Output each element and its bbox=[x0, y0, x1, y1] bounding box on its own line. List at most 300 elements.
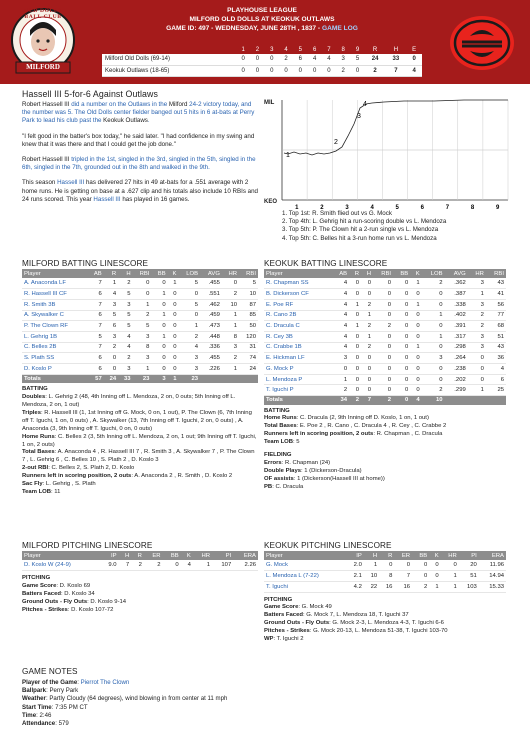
note-label: Runners left in scoring position, 2 outs bbox=[22, 473, 132, 480]
stat-cell: 1 bbox=[222, 321, 239, 332]
stat-cell: 4 bbox=[486, 364, 506, 375]
mil-batting-title: MILFORD BATTING LINESCORE bbox=[22, 259, 149, 268]
stat-cell: 0 bbox=[410, 331, 421, 342]
stat-cell: 0 bbox=[429, 571, 440, 582]
notes-heading: PITCHING bbox=[22, 575, 51, 582]
note-line bbox=[22, 591, 258, 599]
player-name-cell[interactable]: R. Hassell III CF bbox=[22, 289, 88, 300]
note-label: WP bbox=[264, 636, 274, 643]
game-log-link[interactable]: GAME LOG bbox=[321, 25, 358, 32]
note-label: Pitches - Strikes bbox=[22, 606, 68, 613]
stat-cell: ERA bbox=[479, 551, 506, 560]
player-name-cell[interactable]: R. Cano 2B bbox=[264, 310, 332, 321]
stat-cell: 0 bbox=[151, 342, 167, 353]
stat-cell: 0 bbox=[168, 299, 179, 310]
note-value: : R. Chapman , C. Dracula bbox=[373, 431, 443, 438]
note-value: : 5 bbox=[293, 439, 300, 446]
stat-cell: K bbox=[181, 551, 193, 560]
stat-cell: R bbox=[349, 269, 361, 278]
stat-cell: 0 bbox=[349, 310, 361, 321]
stat-cell: 0 bbox=[393, 299, 410, 310]
note-label: Home Runs bbox=[22, 433, 55, 440]
stat-cell: R bbox=[104, 269, 118, 278]
stat-cell: 1 bbox=[133, 364, 152, 375]
chart-event-marker: 1 bbox=[286, 152, 290, 159]
story-link[interactable]: . bbox=[147, 117, 150, 125]
stat-cell: 23 bbox=[178, 374, 200, 383]
stat-cell: 0 bbox=[151, 353, 167, 364]
note-value: : 11 bbox=[51, 488, 61, 495]
stat-cell: 85 bbox=[239, 310, 258, 321]
stat-cell: 0 bbox=[168, 364, 179, 375]
note-line bbox=[22, 607, 258, 615]
table-row bbox=[22, 278, 258, 289]
stat-cell: 5 bbox=[178, 299, 200, 310]
matchup-title: MILFORD OLD DOLLS AT KEOKUK OUTLAWS bbox=[189, 16, 335, 23]
stat-cell bbox=[200, 374, 222, 383]
player-name-cell[interactable]: E. Poe RF bbox=[264, 299, 332, 310]
chart-event-marker: 3 bbox=[357, 113, 361, 120]
stat-cell: 6 bbox=[88, 289, 104, 300]
note-line bbox=[22, 481, 258, 489]
line-score-row bbox=[102, 65, 422, 76]
player-name-cell[interactable]: L. Mendoza L (7-22) bbox=[264, 571, 346, 582]
stat-cell: 6 bbox=[88, 310, 104, 321]
note-label: Team LOB bbox=[264, 439, 294, 446]
mil-batting-box bbox=[22, 269, 258, 497]
stat-cell: 0 bbox=[168, 289, 179, 300]
stat-cell: 0 bbox=[222, 278, 239, 289]
stat-cell: 0 bbox=[168, 342, 179, 353]
game-note-line bbox=[22, 704, 322, 712]
inning-runs: 0 bbox=[350, 65, 364, 76]
stat-cell: 0 bbox=[163, 560, 181, 571]
stat-cell: .338 bbox=[445, 299, 468, 310]
story-p4 bbox=[22, 179, 258, 204]
stat-cell bbox=[486, 396, 506, 405]
game-header-title bbox=[102, 6, 422, 33]
table-header-row bbox=[22, 269, 258, 278]
chart-x-tick: 9 bbox=[496, 205, 500, 211]
stat-cell: 4 bbox=[332, 321, 349, 332]
table-row bbox=[264, 560, 506, 571]
game-note-value: : Partly Cloudy (64 degrees), wind blowing in from center at 11 mph bbox=[45, 695, 228, 703]
stat-cell: 1 bbox=[332, 374, 349, 385]
player-name-cell[interactable]: A. Skywalker C bbox=[22, 310, 88, 321]
stat-cell: RBI bbox=[373, 269, 393, 278]
note-line bbox=[264, 460, 506, 468]
note-label: Errors bbox=[264, 460, 282, 466]
stat-cell: 4 bbox=[332, 310, 349, 321]
game-note-value: : 579 bbox=[55, 720, 69, 728]
note-value: : G. Mock 2-3, L. Mendoza 4-3, T. Iguchi 6-6 bbox=[329, 620, 444, 627]
stat-cell: 0 bbox=[410, 364, 421, 375]
stat-cell: .264 bbox=[445, 353, 468, 364]
player-name-cell[interactable]: P. The Clown RF bbox=[22, 321, 88, 332]
stat-cell: 0 bbox=[373, 278, 393, 289]
note-line bbox=[22, 583, 258, 591]
note-line bbox=[264, 423, 506, 431]
stat-cell: 7 bbox=[88, 342, 104, 353]
stat-cell: 2 bbox=[361, 299, 373, 310]
stat-cell: .448 bbox=[200, 331, 222, 342]
inning-runs: 6 bbox=[293, 54, 307, 65]
stat-cell: 3 bbox=[151, 374, 167, 383]
player-name-cell[interactable]: A. Anaconda LF bbox=[22, 278, 88, 289]
stat-cell: 0 bbox=[393, 353, 410, 364]
game-note-line bbox=[22, 695, 322, 703]
stat-cell: BB bbox=[151, 269, 167, 278]
inning-runs: 0 bbox=[406, 54, 422, 65]
keo-pitching-box bbox=[264, 551, 506, 644]
table-row bbox=[264, 342, 506, 353]
stat-cell: .362 bbox=[445, 278, 468, 289]
stat-cell: 4 bbox=[332, 299, 349, 310]
stat-cell: 5 bbox=[239, 278, 258, 289]
chart-note: 2. Top 4th: L. Gehrig hit a run-scoring double vs L. Mendoza bbox=[282, 218, 447, 226]
stat-cell: 0 bbox=[422, 289, 445, 300]
inning-runs: 4 bbox=[307, 54, 321, 65]
stat-cell: LOB bbox=[422, 269, 445, 278]
table-header-row bbox=[264, 551, 506, 560]
stat-cell: 8 bbox=[222, 331, 239, 342]
stat-cell: 51 bbox=[486, 331, 506, 342]
stat-cell: 0 bbox=[422, 321, 445, 332]
stat-cell: 2 bbox=[422, 385, 445, 396]
stat-cell: 1 bbox=[151, 310, 167, 321]
inning-header: 4 bbox=[279, 46, 293, 54]
note-value: : D. Koslo 9-14 bbox=[87, 598, 127, 605]
stat-cell: 0 bbox=[412, 560, 429, 571]
stat-cell: 2 bbox=[131, 560, 144, 571]
line-score bbox=[102, 46, 422, 77]
stat-cell: ER bbox=[394, 551, 412, 560]
stat-cell: K bbox=[410, 269, 421, 278]
table-row bbox=[264, 331, 506, 342]
table-row bbox=[264, 581, 506, 592]
game-note-label: Player of the Game bbox=[22, 679, 78, 686]
stat-cell: 20 bbox=[459, 560, 479, 571]
stat-cell: 0 bbox=[393, 374, 410, 385]
stat-cell: 0 bbox=[373, 310, 393, 321]
stat-cell: 0 bbox=[151, 299, 167, 310]
stat-cell: 22 bbox=[364, 581, 379, 592]
stat-cell: 107 bbox=[212, 560, 233, 571]
player-name-cell[interactable]: C. Crabbe 1B bbox=[264, 342, 332, 353]
chart-x-tick: 8 bbox=[470, 205, 475, 211]
stat-cell: 2 bbox=[373, 396, 393, 405]
stat-cell: 24 bbox=[104, 374, 118, 383]
stat-cell: 4 bbox=[104, 289, 118, 300]
stat-cell: AVG bbox=[445, 269, 468, 278]
stat-cell: 8 bbox=[133, 342, 152, 353]
stat-cell: 3 bbox=[104, 299, 118, 310]
stat-cell: 0 bbox=[393, 342, 410, 353]
logo-left-banner-text: MILFORD bbox=[26, 63, 60, 71]
stat-cell: 2 bbox=[361, 321, 373, 332]
chart-event-marker: 4 bbox=[363, 101, 367, 108]
notes-heading: PITCHING bbox=[264, 596, 293, 603]
stat-cell: .226 bbox=[200, 364, 222, 375]
player-name-cell[interactable]: L. Gehrig 1B bbox=[22, 331, 88, 342]
note-value: : L. Gehrig 2 (48, 4th Inning off L. Mendoza, 2 on, 0 outs; 5th Inning off L. Mendoza, 2 on, 1 out) bbox=[22, 394, 236, 408]
stat-cell: 1 bbox=[429, 581, 440, 592]
player-name-cell: Totals bbox=[22, 374, 88, 383]
player-name-cell[interactable]: D. Koslo W (24-9) bbox=[22, 560, 100, 571]
game-note-label: Time bbox=[22, 711, 37, 719]
stat-cell: H bbox=[361, 269, 373, 278]
player-name-cell[interactable]: R. Chapman SS bbox=[264, 278, 332, 289]
stat-cell: 34 bbox=[332, 396, 349, 405]
chart-x-tick: 4 bbox=[370, 205, 374, 211]
stat-cell: RBI bbox=[239, 269, 258, 278]
game-note-line bbox=[22, 679, 322, 687]
note-line bbox=[264, 468, 506, 476]
stat-cell: 3 bbox=[133, 353, 152, 364]
stat-cell: 1 bbox=[151, 289, 167, 300]
table-row bbox=[264, 289, 506, 300]
stat-cell: 0 bbox=[373, 299, 393, 310]
stat-cell: 33 bbox=[118, 374, 132, 383]
note-label: Total Bases bbox=[264, 423, 297, 430]
stat-cell: 3 bbox=[104, 331, 118, 342]
player-name-cell[interactable]: G. Mock P bbox=[264, 364, 332, 375]
stat-cell: H bbox=[364, 551, 379, 560]
game-note-label: Attendance bbox=[22, 720, 56, 728]
stat-cell: 5 bbox=[104, 310, 118, 321]
stat-cell: 2 bbox=[361, 342, 373, 353]
note-value: : T. Iguchi 2 bbox=[273, 636, 304, 643]
inning-runs: 0 bbox=[322, 65, 336, 76]
note-line bbox=[22, 473, 258, 481]
note-value: : G. Mock 49 bbox=[298, 604, 332, 611]
table-row bbox=[264, 278, 506, 289]
game-note-line bbox=[22, 720, 322, 728]
stat-cell: .317 bbox=[445, 331, 468, 342]
note-value: : D. Koslo 34 bbox=[60, 591, 95, 597]
stat-cell: 1 bbox=[193, 560, 212, 571]
stat-cell: 2 bbox=[144, 560, 163, 571]
player-of-game-link[interactable]: Pierrot The Clown bbox=[80, 679, 130, 686]
note-value: : D. Koslo 107-72 bbox=[67, 606, 114, 613]
stat-cell: 7 bbox=[88, 321, 104, 332]
stat-cell: AB bbox=[332, 269, 349, 278]
stat-cell: 3 bbox=[422, 353, 445, 364]
stat-cell: 0 bbox=[410, 321, 421, 332]
stat-cell: 2 bbox=[349, 396, 361, 405]
win-probability-line bbox=[284, 100, 508, 155]
stat-cell: 0 bbox=[393, 396, 410, 405]
keo-batting-table bbox=[264, 269, 506, 405]
player-name-cell[interactable]: C. Belles 2B bbox=[22, 342, 88, 353]
stat-cell: 0 bbox=[373, 385, 393, 396]
stat-cell: H bbox=[118, 269, 132, 278]
stat-cell: 1 bbox=[151, 331, 167, 342]
player-name-cell: Player bbox=[22, 551, 100, 560]
note-label: Doubles bbox=[22, 394, 46, 401]
stat-cell: 5 bbox=[118, 289, 132, 300]
note-label: Game Score bbox=[264, 604, 299, 611]
stat-cell: 1 bbox=[178, 321, 200, 332]
player-name-cell[interactable]: C. Dracula C bbox=[264, 321, 332, 332]
player-name-cell[interactable]: L. Mendoza P bbox=[264, 374, 332, 385]
table-row bbox=[22, 321, 258, 332]
stat-cell: R bbox=[379, 551, 394, 560]
player-name-cell[interactable]: G. Mock bbox=[264, 560, 346, 571]
inning-header: H bbox=[385, 46, 406, 54]
story-link[interactable]: Hassell III bbox=[57, 179, 85, 187]
stat-cell: 16 bbox=[394, 581, 412, 592]
stat-cell: 0 bbox=[393, 278, 410, 289]
stat-cell: 0 bbox=[373, 364, 393, 375]
stat-cell: 11.96 bbox=[479, 560, 506, 571]
totals-row bbox=[264, 396, 506, 405]
stat-cell: 2 bbox=[178, 331, 200, 342]
notes-heading: FIELDING bbox=[264, 452, 292, 459]
player-name-cell[interactable]: E. Hickman LF bbox=[264, 353, 332, 364]
note-line bbox=[22, 449, 258, 465]
stat-cell: 2 bbox=[422, 278, 445, 289]
stat-cell: BB bbox=[412, 551, 429, 560]
stat-cell: 0 bbox=[422, 364, 445, 375]
stat-cell: 25 bbox=[486, 385, 506, 396]
chart-x-tick: 3 bbox=[345, 205, 349, 211]
note-label: 2-out RBI bbox=[22, 465, 49, 472]
story-link[interactable]: Hassell III bbox=[93, 195, 121, 203]
player-name-cell[interactable]: T. Iguchi P bbox=[264, 385, 332, 396]
player-name-cell[interactable]: S. Plath SS bbox=[22, 353, 88, 364]
stat-cell: 6 bbox=[88, 353, 104, 364]
stat-cell: 0 bbox=[349, 278, 361, 289]
game-notes bbox=[22, 679, 322, 728]
chart-x-tick: 7 bbox=[445, 205, 450, 211]
stat-cell: 4 bbox=[332, 331, 349, 342]
stat-cell: 24 bbox=[239, 364, 258, 375]
stat-cell: 6 bbox=[104, 321, 118, 332]
stat-cell: 0 bbox=[168, 353, 179, 364]
note-line bbox=[264, 604, 506, 612]
note-label: Home Runs bbox=[264, 415, 297, 422]
game-info: GAME ID: 497 - WEDNESDAY, JUNE 28TH , 1837 - GAME LOG bbox=[166, 25, 358, 32]
note-line bbox=[264, 620, 506, 628]
stat-cell: .402 bbox=[445, 310, 468, 321]
stat-cell: 68 bbox=[486, 321, 506, 332]
stat-cell: 0 bbox=[393, 310, 410, 321]
stat-cell: RBI bbox=[133, 269, 152, 278]
note-line bbox=[22, 394, 258, 410]
stat-cell: HR bbox=[222, 269, 239, 278]
stat-cell: .462 bbox=[200, 299, 222, 310]
player-name-cell[interactable]: B. Dickerson CF bbox=[264, 289, 332, 300]
stat-cell: 7 bbox=[119, 560, 132, 571]
story-p3 bbox=[22, 156, 258, 172]
stat-cell: 1 bbox=[364, 560, 379, 571]
stat-cell: 0 bbox=[361, 278, 373, 289]
stat-cell: 0 bbox=[429, 560, 440, 571]
note-line bbox=[264, 431, 506, 439]
mil-batting-table bbox=[22, 269, 258, 383]
stat-cell: 0 bbox=[361, 385, 373, 396]
player-name-cell[interactable]: D. Koslo P bbox=[22, 364, 88, 375]
stat-cell: 9.0 bbox=[100, 560, 119, 571]
keo-pitching-title: KEOKUK PITCHING LINESCORE bbox=[264, 541, 392, 550]
player-name-cell[interactable]: R. Smith 3B bbox=[22, 299, 88, 310]
stat-cell: 0 bbox=[373, 342, 393, 353]
stat-cell: 31 bbox=[239, 342, 258, 353]
table-row bbox=[264, 321, 506, 332]
note-value: : 1 (Dickerson-Dracula) bbox=[301, 467, 362, 474]
stat-cell: 5 bbox=[118, 310, 132, 321]
note-label: Double Plays bbox=[264, 467, 301, 474]
story-link[interactable]: tripled in the 1st, singled in the 3rd, singled in the 5th, singled in the 6th, singled in the 7th, grounded out in the 8th and walked in the 9th. bbox=[22, 156, 256, 172]
stat-cell: 0 bbox=[393, 331, 410, 342]
note-label: Batters Faced bbox=[264, 612, 303, 619]
stat-cell: 4.2 bbox=[346, 581, 364, 592]
stat-cell: 0 bbox=[410, 353, 421, 364]
stat-cell: 0 bbox=[393, 385, 410, 396]
inning-runs: 24 bbox=[365, 54, 386, 65]
game-note-label: Weather bbox=[22, 695, 46, 703]
stat-cell: AVG bbox=[200, 269, 222, 278]
story-link[interactable]: did a number on the Outlaws in the bbox=[69, 101, 169, 108]
note-value: : 1 (Dickerson(Hassell III at home)) bbox=[293, 475, 385, 482]
stat-cell: 5 bbox=[88, 331, 104, 342]
stat-cell: 0 bbox=[104, 364, 118, 375]
stat-cell: 2 bbox=[412, 581, 429, 592]
table-row bbox=[264, 353, 506, 364]
win-probability-chart bbox=[264, 96, 512, 216]
stat-cell: 1 bbox=[349, 299, 361, 310]
note-line bbox=[264, 476, 506, 484]
stat-cell: 0 bbox=[422, 374, 445, 385]
stat-cell: 1 bbox=[441, 571, 459, 582]
note-label: Total Bases bbox=[22, 449, 55, 456]
game-note-label: Start Time bbox=[22, 703, 52, 711]
stat-cell: LOB bbox=[178, 269, 200, 278]
stat-cell: 0 bbox=[393, 289, 410, 300]
stat-cell: 1 bbox=[222, 310, 239, 321]
game-note-line bbox=[22, 712, 322, 720]
player-name-cell[interactable]: R. Cey 3B bbox=[264, 331, 332, 342]
team-name: Keokuk Outlaws (18-65) bbox=[102, 65, 236, 76]
chart-note: 1. Top 1st: R. Smith flied out vs G. Mock bbox=[282, 210, 392, 217]
chart-x-tick: 2 bbox=[320, 205, 324, 211]
table-row bbox=[22, 364, 258, 375]
logo-left-arc-text: OLD DOLLS BALL CLUB bbox=[24, 8, 62, 20]
stat-cell: .473 bbox=[200, 321, 222, 332]
note-value: : R. Hassell III (1, 1st Inning off G. Mock, 0 on, 1 out), P. The Clown (6, 7th Inning off T. Iguchi, 1 on, 0 outs) , A. Skywalker (13, 7th Inning off T. Iguchi, 2 on, 0 outs) , A. Anaconda (3, 9th Inning off T. Iguchi, 0 on, 0 outs) bbox=[22, 409, 252, 432]
stat-cell: .298 bbox=[445, 342, 468, 353]
stat-cell: HR bbox=[468, 269, 486, 278]
stat-cell: 1 bbox=[104, 278, 118, 289]
player-name-cell[interactable]: T. Iguchi bbox=[264, 581, 346, 592]
stat-cell: 2 bbox=[222, 353, 239, 364]
table-row bbox=[22, 342, 258, 353]
stat-cell: 0 bbox=[361, 353, 373, 364]
stat-cell: 4 bbox=[332, 342, 349, 353]
story-p2: "I felt good in the batter's box today," he said later. "I had confidence in my swing and knew that it was there and that I could get the job done." bbox=[22, 132, 255, 148]
stat-cell: 1 bbox=[468, 385, 486, 396]
stat-cell: 3 bbox=[468, 299, 486, 310]
stat-cell: 6 bbox=[486, 374, 506, 385]
stat-cell: 4 bbox=[410, 396, 421, 405]
inning-runs: 0 bbox=[236, 54, 250, 65]
stat-cell: 10 bbox=[222, 299, 239, 310]
note-line bbox=[22, 434, 258, 450]
player-name-cell: Totals bbox=[264, 396, 332, 405]
stat-cell: 0 bbox=[168, 331, 179, 342]
story-link[interactable]: 24-2 victory today, and the number was 5. The Old Dolls center fielder banged out 5 hits in 6 at-bats at Perry Park to lead his club past the bbox=[22, 101, 255, 125]
